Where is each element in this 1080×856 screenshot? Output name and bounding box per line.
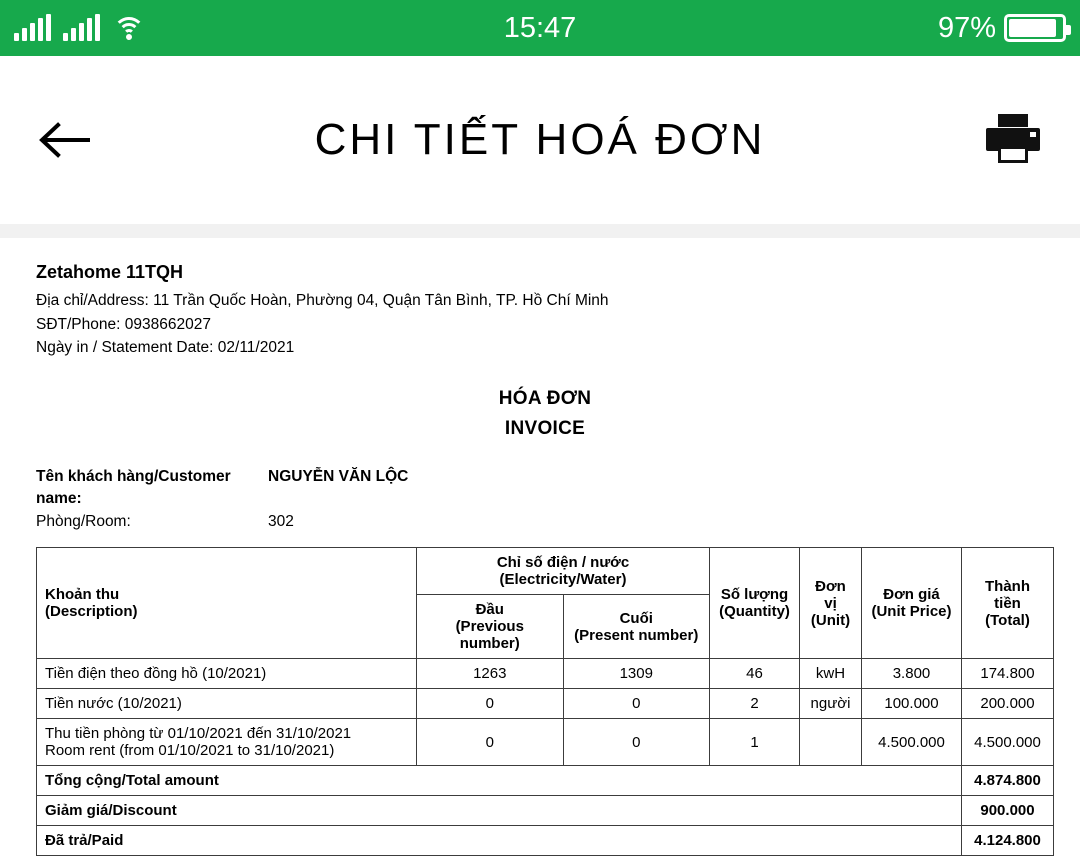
header-present-en: (Present number) — [574, 626, 699, 644]
header-price-vi: Đơn giá — [883, 586, 940, 604]
signal-bars-icon-2 — [63, 15, 100, 41]
customer-room-row — [36, 511, 1054, 533]
row-description — [37, 719, 417, 766]
back-arrow-icon[interactable] — [36, 110, 96, 170]
section-divider — [0, 224, 1080, 238]
row-quantity: 46 — [710, 659, 800, 689]
row-present: 0 — [563, 689, 710, 719]
row-price: 4.500.000 — [862, 719, 962, 766]
header-previous — [417, 595, 564, 659]
header-present-vi: Cuối — [619, 609, 653, 627]
header-description-en: (Description) — [45, 603, 138, 621]
row-previous: 0 — [417, 689, 564, 719]
invoice-heading — [36, 388, 1054, 440]
row-unit: người — [800, 689, 862, 719]
battery-percentage: 97% — [937, 11, 996, 44]
header-previous-vi: Đầu — [475, 601, 504, 619]
table-row — [37, 659, 1054, 689]
table-row — [37, 719, 1054, 766]
row-total: 200.000 — [962, 689, 1054, 719]
statement-date: Ngày in / Statement Date: 02/11/2021 — [36, 339, 295, 357]
row-present: 0 — [563, 719, 710, 766]
header-quantity-vi: Số lượng — [720, 586, 789, 604]
invoice-heading-en: INVOICE — [504, 417, 586, 439]
row-price: 100.000 — [862, 689, 962, 719]
row-previous: 0 — [417, 719, 564, 766]
row-price: 3.800 — [862, 659, 962, 689]
status-bar-left — [14, 15, 146, 41]
status-bar-clock: 15:47 — [503, 11, 577, 44]
row-unit: kwH — [800, 659, 862, 689]
header-unit-en: (Unit) — [810, 611, 851, 629]
header-present — [563, 595, 710, 659]
organization-address: Địa chỉ/Address: 11 Trần Quốc Hoàn, Phường 04, Quận Tân Bình, TP. Hồ Chí Minh — [36, 292, 609, 309]
summary-value-total: 4.874.800 — [962, 766, 1054, 796]
invoice-table-header — [37, 548, 1054, 659]
summary-value-discount: 900.000 — [962, 796, 1054, 826]
row-previous: 1263 — [417, 659, 564, 689]
header-meter-group-en: (Electricity/Water) — [499, 571, 627, 589]
header-price — [862, 548, 962, 659]
row-quantity: 1 — [710, 719, 800, 766]
invoice-document — [0, 238, 1080, 856]
row-description-line2: Room rent (from 01/10/2021 to 31/10/2021) — [45, 742, 335, 760]
header-quantity-en: (Quantity) — [719, 603, 790, 621]
organization-phone: SĐT/Phone: 0938662027 — [36, 315, 211, 333]
table-header-row-1 — [37, 548, 1054, 595]
row-description-line1: Tiền nước (10/2021) — [45, 695, 182, 713]
row-unit — [800, 719, 862, 766]
summary-label-discount: Giảm giá/Discount — [37, 796, 962, 826]
customer-name-label: Tên khách hàng/Customer name: — [36, 467, 231, 508]
customer-name-row — [36, 466, 1054, 511]
summary-label-total: Tổng cộng/Total amount — [37, 766, 962, 796]
table-summary-row — [37, 796, 1054, 826]
customer-info — [36, 466, 1054, 533]
header-meter-group — [417, 548, 710, 595]
summary-label-paid: Đã trả/Paid — [37, 826, 962, 856]
header-total — [962, 548, 1054, 659]
wifi-icon — [112, 15, 146, 41]
customer-room-label: Phòng/Room: — [36, 512, 131, 530]
app-bar — [0, 56, 1080, 224]
row-description-line1: Thu tiền phòng từ 01/10/2021 đến 31/10/2021 — [45, 725, 352, 743]
invoice-table-body — [37, 659, 1054, 856]
status-bar — [0, 0, 1080, 56]
signal-bars-icon — [14, 15, 51, 41]
table-summary-row — [37, 766, 1054, 796]
page-title: CHI TIẾT HOÁ ĐƠN — [314, 115, 766, 164]
table-summary-row — [37, 826, 1054, 856]
row-quantity: 2 — [710, 689, 800, 719]
row-description — [37, 689, 417, 719]
battery-icon — [1004, 14, 1066, 42]
row-present: 1309 — [563, 659, 710, 689]
header-previous-en: (Previous number) — [455, 618, 524, 653]
header-meter-group-vi: Chỉ số điện / nước — [496, 554, 630, 572]
row-description — [37, 659, 417, 689]
customer-room-value: 302 — [268, 512, 294, 530]
header-total-vi: Thành tiền — [985, 577, 1030, 612]
header-unit — [800, 548, 862, 659]
row-description-line1: Tiền điện theo đồng hồ (10/2021) — [45, 665, 267, 683]
customer-name-value: NGUYỄN VĂN LỘC — [268, 467, 409, 485]
header-quantity — [710, 548, 800, 659]
header-description — [37, 548, 417, 659]
row-total: 174.800 — [962, 659, 1054, 689]
header-unit-vi: Đơn vị — [815, 577, 846, 612]
summary-value-paid: 4.124.800 — [962, 826, 1054, 856]
invoice-heading-vi: HÓA ĐƠN — [498, 387, 592, 409]
header-total-en: (Total) — [985, 611, 1030, 629]
header-price-en: (Unit Price) — [871, 603, 952, 621]
header-description-vi: Khoản thu — [45, 586, 120, 604]
row-total: 4.500.000 — [962, 719, 1054, 766]
invoice-table — [36, 547, 1054, 856]
printer-icon[interactable] — [982, 110, 1044, 171]
organization-name: Zetahome 11TQH — [36, 262, 184, 282]
status-bar-right — [938, 12, 1066, 45]
table-row — [37, 689, 1054, 719]
